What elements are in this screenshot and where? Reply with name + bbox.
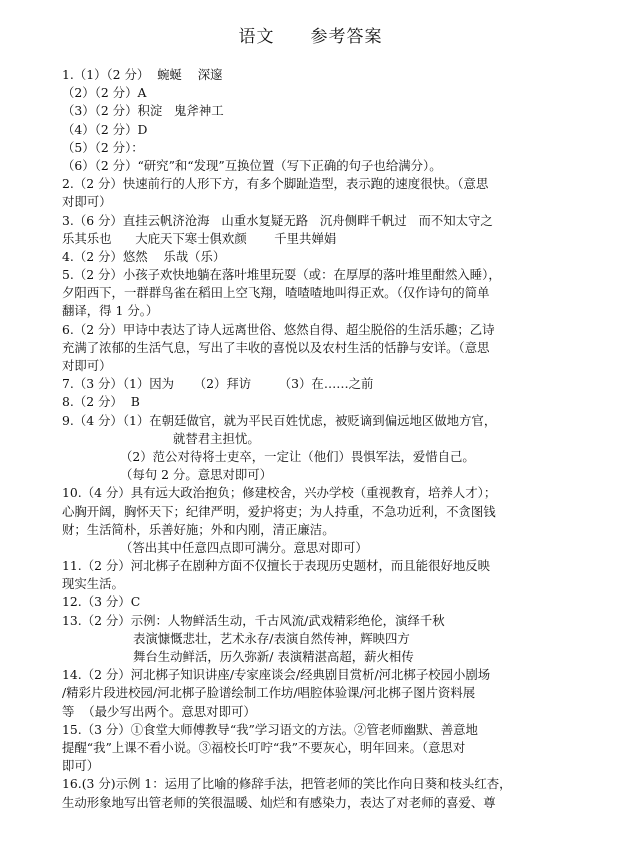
answer-line: 提醒“我”上课不看小说。③福校长叮咛“我”不要灰心，明年回来。（意思对	[62, 739, 466, 755]
answer-line: （6）（2 分）“研究”和“发现”互换位置（写下正确的句子也给满分）。	[62, 157, 442, 173]
answer-line: 生动形象地写出管老师的笑很温暖、灿烂和有感染力，表达了对老师的喜爱、尊	[62, 794, 496, 810]
answer-line: （答出其中任意四点即可满分。意思对即可）	[120, 539, 368, 555]
answer-line: 乐其乐也 大庇天下寒士俱欢颜 千里共婵娟	[62, 230, 337, 246]
answer-line: （每句 2 分。意思对即可）	[120, 467, 273, 483]
answer-line: 10.（4 分）具有远大政治抱负；修建校舍，兴办学校（重视教育，培养人才）；	[62, 485, 497, 501]
answer-line: （5）（2 分）：	[62, 139, 144, 155]
answer-line: 13.（2 分）示例：人物鲜活生动，千古风流/武戏精彩绝伦，演绎千秋	[62, 612, 445, 628]
answer-line: 7.（3 分）（1）因为 （2）拜访 （3）在……之前	[62, 376, 374, 392]
answer-line: 5.（2 分）小孩子欢快地躺在落叶堆里玩耍（或：在厚厚的落叶堆里酣然入睡），	[62, 267, 501, 283]
answer-line: 3.（6 分）直挂云帆济沧海 山重水复疑无路 沉舟侧畔千帆过 而不知太守之	[62, 212, 493, 228]
answer-line: 财；生活简朴，乐善好施；外和内刚，清正廉洁。	[62, 521, 335, 537]
answer-line: 等 （最少写出两个。意思对即可）	[62, 703, 256, 719]
page-title: 语文 参考答案	[238, 27, 383, 47]
answer-line: 即可）	[62, 758, 100, 774]
answer-line: 心胸开阔，胸怀天下；纪律严明，爱护将吏；为人持重，不急功近利，不贪图钱	[62, 503, 496, 519]
answer-line: （4）（2 分）D	[62, 121, 148, 137]
answer-line: 15.（3 分）①食堂大师傅教导“我”学习语文的方法。②管老师幽默、善意地	[62, 721, 478, 737]
answer-line: 翻译，得 1 分。）	[62, 303, 159, 319]
answer-line: 对即可）	[62, 358, 112, 373]
answer-line: 12.（3 分）C	[62, 594, 141, 610]
answer-line: 16.(3 分)示例 1：运用了比喻的修辞手法，把管老师的笑比作向日葵和枝头红杏，	[62, 776, 512, 792]
answer-line: 8.（2 分） B	[62, 394, 140, 410]
answer-line: /精彩片段进校园/河北梆子脸谱绘制工作坊/唱腔体验课/河北梆子图片资料展	[62, 685, 476, 701]
answer-line: 11.（2 分）河北梆子在剧种方面不仅擅长于表现历史题材，而且能很好地反映	[62, 558, 491, 574]
answer-line: 就替君主担忧。	[173, 430, 260, 446]
answer-line: 4.（2 分）悠然 乐哉（乐）	[62, 248, 226, 264]
answer-line: 充满了浓郁的生活气息，写出了丰收的喜悦以及农村生活的恬静与安详。（意思	[62, 339, 490, 355]
answer-line: （3）（2 分）积淀 鬼斧神工	[62, 103, 224, 119]
answer-line: 6.（2 分）甲诗中表达了诗人远离世俗、悠然自得、超尘脱俗的生活乐趣；乙诗	[62, 321, 495, 337]
answer-line: 夕阳西下，一群群鸟雀在稻田上空飞翔，喳喳喳地叫得正欢。（仅作诗句的简单	[62, 285, 490, 301]
answer-line: （2）范公对待将士吏卒，一定让（他们）畏惧军法，爱惜自己。	[120, 448, 475, 464]
answer-line: 现实生活。	[62, 576, 124, 592]
answer-line: 2.（2 分）快速前行的人形下方，有多个脚趾造型，表示跑的速度很快。（意思	[62, 176, 489, 192]
answer-line: （2）（2 分）A	[62, 85, 147, 101]
answer-line: 表演慷慨悲壮，艺术永存/表演自然传神，辉映四方	[133, 630, 410, 646]
answer-line: 1.（1）（2 分） 蜿蜒 深邃	[62, 67, 223, 82]
answer-line: 对即可）	[62, 194, 112, 210]
answer-text-body	[62, 66, 562, 812]
answer-line: 14.（2 分）河北梆子知识讲座/专家座谈会/经典剧目赏析/河北梆子校园小剧场	[62, 667, 491, 683]
answer-line: 9.（4 分）（1）在朝廷做官，就为平民百姓忧虑，被贬谪到偏远地区做地方官，	[62, 412, 497, 428]
answer-line: 舞台生动鲜活，历久弥新/ 表演精湛高超，薪火相传	[133, 649, 414, 664]
